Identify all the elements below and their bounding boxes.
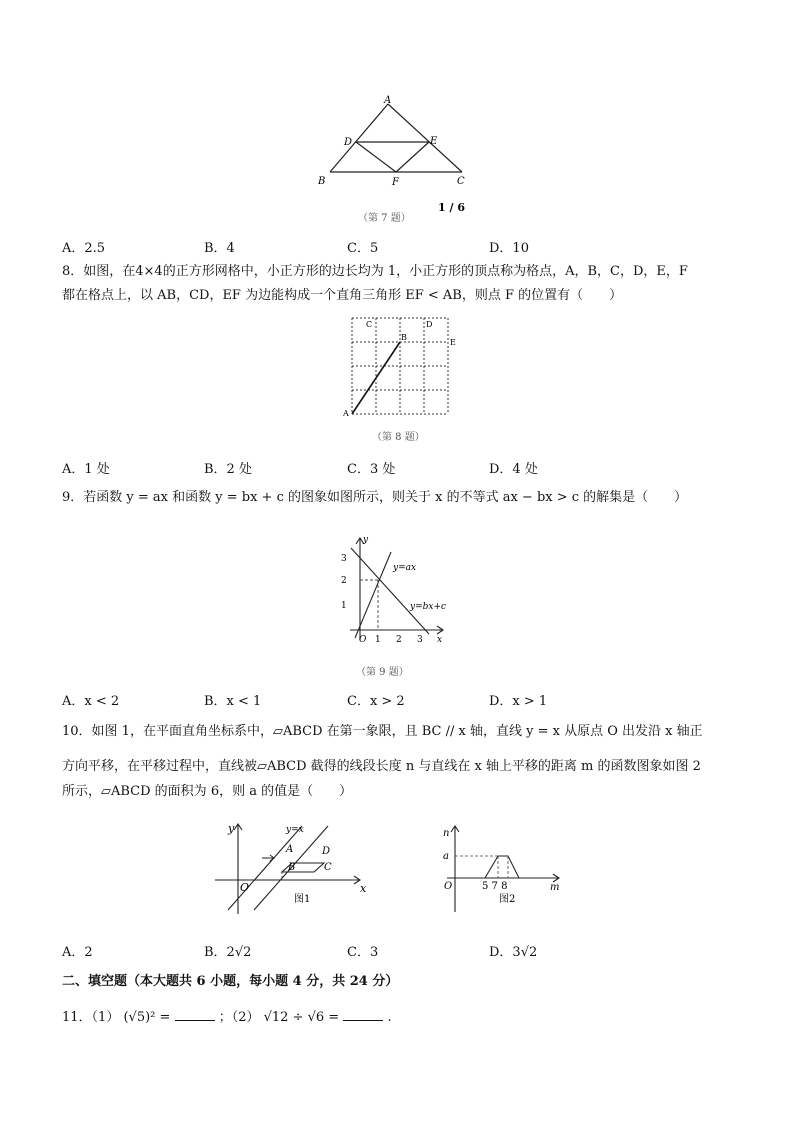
q10-fig1-origin: O bbox=[240, 881, 250, 894]
q10-figure-1 bbox=[210, 818, 370, 916]
q8-label-e: E bbox=[450, 338, 456, 347]
q10-option-b: B．2√2 bbox=[204, 945, 252, 960]
q8-caption: （第 8 题） bbox=[372, 432, 425, 443]
q11-part1-expr: (√5)² = bbox=[123, 1010, 171, 1025]
q7-label-a: A bbox=[384, 95, 392, 106]
q8-label-a: A bbox=[343, 409, 349, 418]
q8-stem-line2: 都在格点上，以 AB，CD，EF 为边能构成一个直角三角形 EF < AB，则点 F 的位置有（ ） bbox=[62, 288, 623, 303]
q10-stem-line3: 所示，▱ABCD 的面积为 6，则 a 的值是（ ） bbox=[62, 784, 353, 799]
q9-option-b: B．x < 1 bbox=[204, 694, 262, 709]
q9-x-tick-1: 1 bbox=[375, 635, 381, 645]
q9-y-tick-2: 2 bbox=[341, 576, 347, 586]
q7-option-b: B．4 bbox=[204, 241, 235, 256]
q9-origin-label: O bbox=[359, 635, 367, 645]
q9-option-d: D．x > 1 bbox=[489, 694, 548, 709]
q11-part2-blank[interactable] bbox=[343, 1008, 383, 1021]
q10-fig1-d: D bbox=[322, 846, 331, 857]
q8-label-d: D bbox=[426, 320, 433, 329]
q11-line bbox=[62, 1008, 392, 1028]
q9-option-c: C．x > 2 bbox=[347, 694, 405, 709]
q10-stem-line1: 10．如图 1，在平面直角坐标系中，▱ABCD 在第一象限，且 BC // x 轴，直线 y = x 从原点 O 出发沿 x 轴正 bbox=[62, 724, 703, 739]
q10-fig2-n-label: n bbox=[443, 828, 450, 839]
q8-label-c: C bbox=[366, 320, 373, 329]
q7-option-c: C．5 bbox=[347, 241, 379, 256]
q8-option-c: C．3 处 bbox=[347, 462, 396, 477]
q9-y-tick-1: 1 bbox=[341, 601, 347, 611]
q7-page-mark: 1 / 6 bbox=[438, 201, 465, 214]
q9-option-a: A．x < 2 bbox=[62, 694, 120, 709]
section-2-title: 二、填空题（本大题共 6 小题，每小题 4 分，共 24 分） bbox=[62, 974, 399, 989]
q8-label-b: B bbox=[401, 333, 407, 342]
q10-fig2-m-label: m bbox=[550, 882, 560, 893]
q7-label-b: B bbox=[318, 176, 326, 187]
q9-x-tick-3: 3 bbox=[417, 635, 423, 645]
q7-label-d: D bbox=[344, 137, 353, 148]
q10-fig1-a: A bbox=[286, 844, 294, 855]
q7-label-c: C bbox=[457, 176, 465, 187]
q9-x-tick-2: 2 bbox=[396, 635, 402, 645]
q10-option-c: C．3 bbox=[347, 945, 379, 960]
q7-option-d: D．10 bbox=[489, 241, 529, 256]
q8-option-d: D．4 处 bbox=[489, 462, 538, 477]
q10-stem-line2: 方向平移，在平移过程中，直线被▱ABCD 截得的线段长度 n 与直线在 x 轴上平移的距离 m 的函数图象如图 2 bbox=[62, 759, 701, 774]
q7-label-e: E bbox=[430, 136, 438, 147]
q7-caption: （第 7 题） bbox=[358, 213, 411, 224]
q7-figure bbox=[310, 92, 480, 217]
q10-fig1-caption: 图1 bbox=[294, 894, 311, 905]
q10-fig1-b: B bbox=[288, 862, 296, 873]
q11-separator: ；（2） bbox=[218, 1010, 260, 1025]
q10-fig2-origin: O bbox=[444, 881, 453, 892]
q10-fig2-caption: 图2 bbox=[499, 894, 516, 905]
q8-figure bbox=[340, 312, 460, 420]
q10-fig1-x-label: x bbox=[360, 882, 367, 895]
q8-option-a: A．1 处 bbox=[62, 462, 110, 477]
q10-fig1-y-label: y bbox=[228, 822, 235, 835]
q10-figure-2 bbox=[435, 822, 565, 914]
q8-option-b: B．2 处 bbox=[204, 462, 252, 477]
q10-fig1-c: C bbox=[324, 862, 332, 873]
q9-y-axis-label: y bbox=[363, 535, 369, 545]
q9-x-axis-label: x bbox=[437, 635, 443, 645]
q9-line-bxc-label: y=bx+c bbox=[410, 602, 447, 612]
q8-stem-line1: 8．如图，在4×4的正方形网格中，小正方形的边长均为 1，小正方形的顶点称为格点，A，B，C，D，E，F bbox=[62, 264, 688, 279]
q9-stem-line1: 9．若函数 y = ax 和函数 y = bx + c 的图象如图所示，则关于 x 的不等式 ax − bx > c 的解集是（ ） bbox=[62, 490, 688, 505]
q10-fig2-ticks: 5 7 8 bbox=[482, 881, 508, 892]
q11-part2-expr: √12 ÷ √6 = bbox=[263, 1010, 340, 1025]
q7-option-a: A．2.5 bbox=[62, 241, 106, 256]
q10-option-d: D．3√2 bbox=[489, 945, 538, 960]
q7-label-f: F bbox=[392, 177, 399, 188]
q10-option-a: A．2 bbox=[62, 945, 93, 960]
q9-caption: （第 9 题） bbox=[356, 667, 409, 678]
q10-fig1-line-label: y=x bbox=[286, 825, 304, 835]
q9-y-tick-3: 3 bbox=[341, 554, 347, 564]
q10-fig2-a-label: a bbox=[443, 851, 449, 862]
q11-prefix: 11．（1） bbox=[62, 1010, 120, 1025]
q11-end: . bbox=[387, 1010, 392, 1025]
q11-part1-blank[interactable] bbox=[175, 1008, 215, 1021]
q9-figure bbox=[335, 530, 455, 648]
q9-line-ax-label: y=ax bbox=[393, 563, 417, 573]
